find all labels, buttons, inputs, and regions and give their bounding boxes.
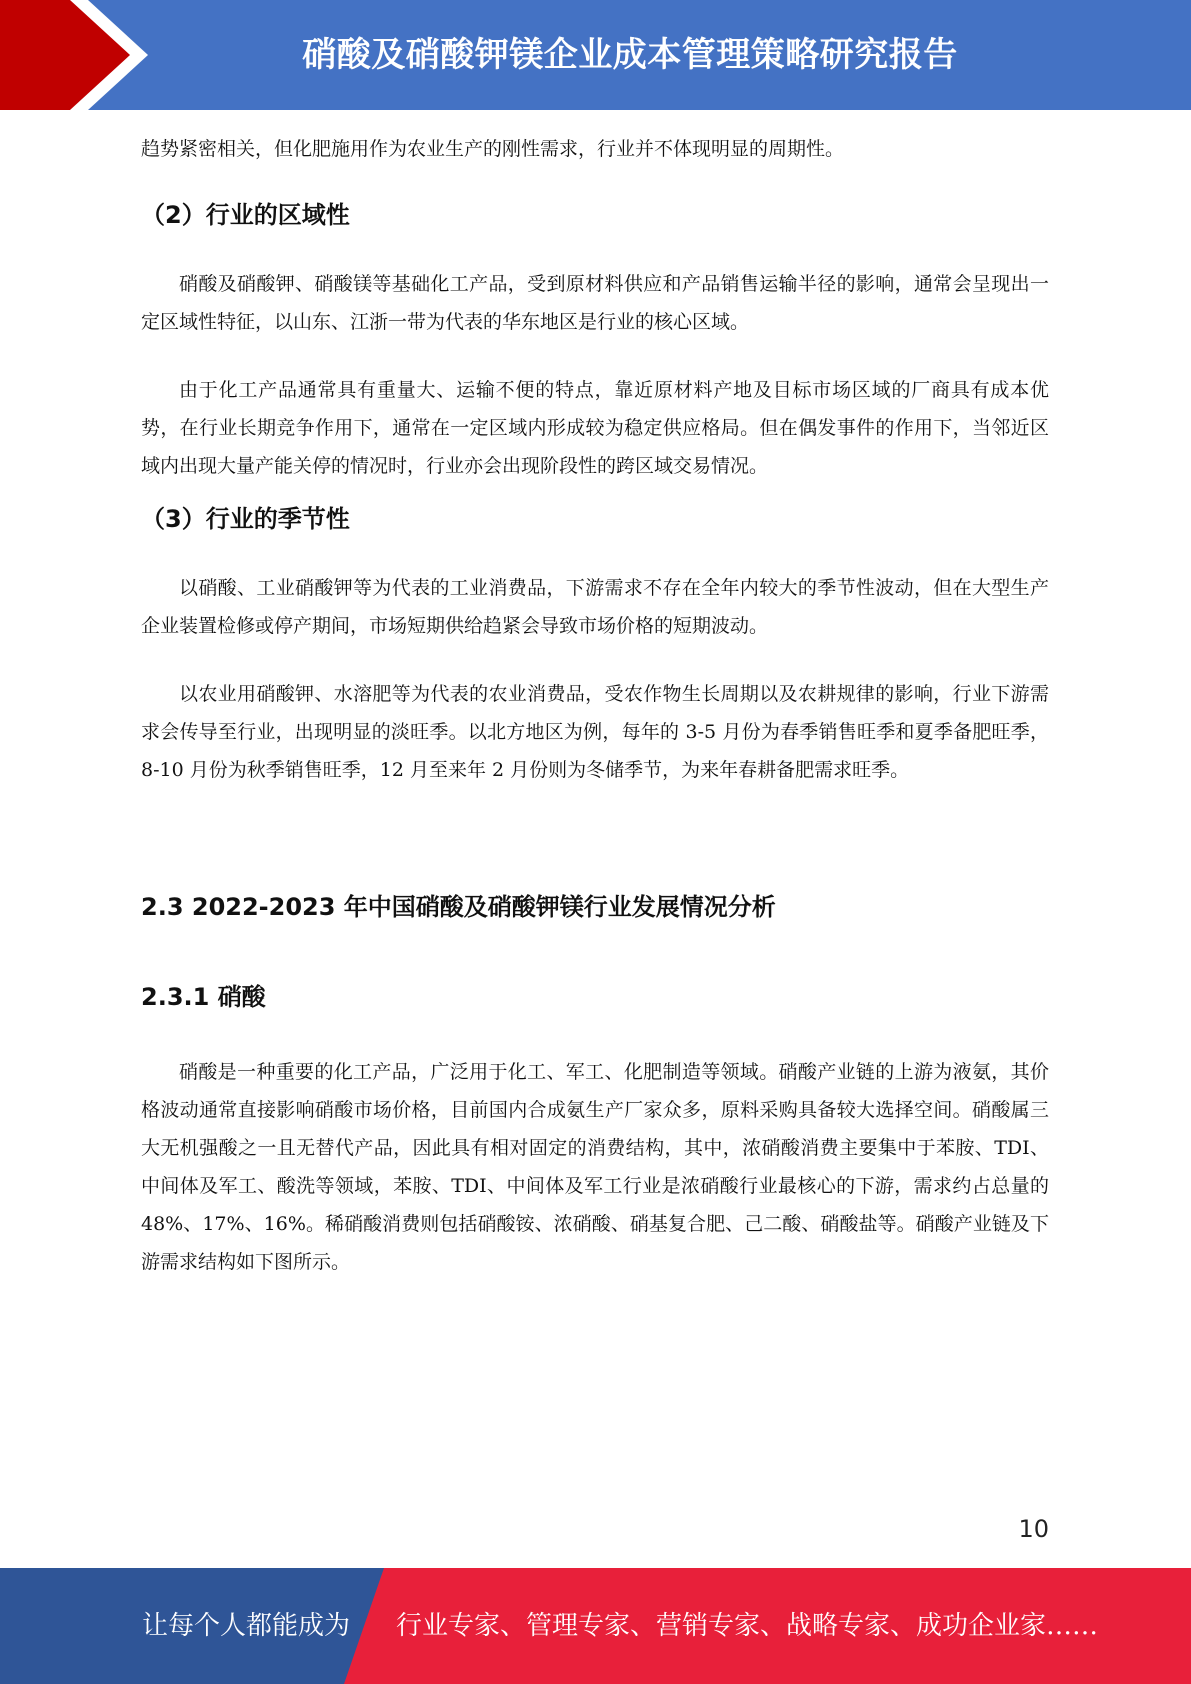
main-content [141, 130, 1049, 1281]
page-number: 10 [1018, 1515, 1049, 1543]
page-footer [0, 1568, 1191, 1684]
footer-slogan-left: 让每个人都能成为 [142, 1611, 351, 1641]
report-title: 硝酸及硝酸钾镁企业成本管理策略研究报告 [302, 35, 958, 75]
paragraph-nitric-acid: 硝酸是一种重要的化工产品，广泛用于化工、军工、化肥制造等领域。硝酸产业链的上游为液氨，其价格波动通常直接影响硝酸市场价格，目前国内合成氨生产厂家众多，原料采购具备较大选择空间。硝酸属三大无机强酸之一且无替代产品，因此具有相对固定的消费结构，其中，浓硝酸消费主要集中于苯胺、TDI、中间体及军工、酸洗等领域，苯胺、TDI、中间体及军工行业是浓硝酸行业最核心的下游，需求约占总量的 48%、17%、16%。稀硝酸消费则包括硝酸铵、浓硝酸、硝基复合肥、己二酸、硝酸盐等。硝酸产业链及下游需求结构如下图所示。 [141, 1061, 1049, 1273]
paragraph-seasonal-1: 以硝酸、工业硝酸钾等为代表的工业消费品，下游需求不存在全年内较大的季节性波动，但在大型生产企业装置检修或停产期间，市场短期供给趋紧会导致市场价格的短期波动。 [141, 577, 1049, 637]
heading-regional: （2）行业的区域性 [141, 201, 350, 229]
heading-section-2-3-1: 2.3.1 硝酸 [141, 983, 266, 1011]
heading-seasonal: （3）行业的季节性 [141, 505, 350, 533]
header-arrow-decoration [0, 0, 160, 110]
footer-slogan-right: 行业专家、管理专家、营销专家、战略专家、成功企业家…… [396, 1611, 1099, 1641]
paragraph-intro: 趋势紧密相关，但化肥施用作为农业生产的刚性需求，行业并不体现明显的周期性。 [141, 138, 845, 160]
paragraph-regional-1: 硝酸及硝酸钾、硝酸镁等基础化工产品，受到原材料供应和产品销售运输半径的影响，通常会呈现出一定区域性特征，以山东、江浙一带为代表的华东地区是行业的核心区域。 [141, 273, 1049, 333]
paragraph-seasonal-2: 以农业用硝酸钾、水溶肥等为代表的农业消费品，受农作物生长周期以及农耕规律的影响，行业下游需求会传导至行业，出现明显的淡旺季。以北方地区为例，每年的 3-5 月份为春季销售旺季和夏季备肥旺季，8-10 月份为秋季销售旺季，12 月至来年 2 月份则为冬储季节，为来年春耕备肥需求旺季。 [141, 683, 1049, 781]
paragraph-regional-2: 由于化工产品通常具有重量大、运输不便的特点，靠近原材料产地及目标市场区域的厂商具有成本优势，在行业长期竞争作用下，通常在一定区域内形成较为稳定供应格局。但在偶发事件的作用下，当邻近区域内出现大量产能关停的情况时，行业亦会出现阶段性的跨区域交易情况。 [141, 379, 1049, 477]
page-header [0, 0, 1191, 110]
heading-section-2-3: 2.3 2022-2023 年中国硝酸及硝酸钾镁行业发展情况分析 [141, 893, 776, 921]
